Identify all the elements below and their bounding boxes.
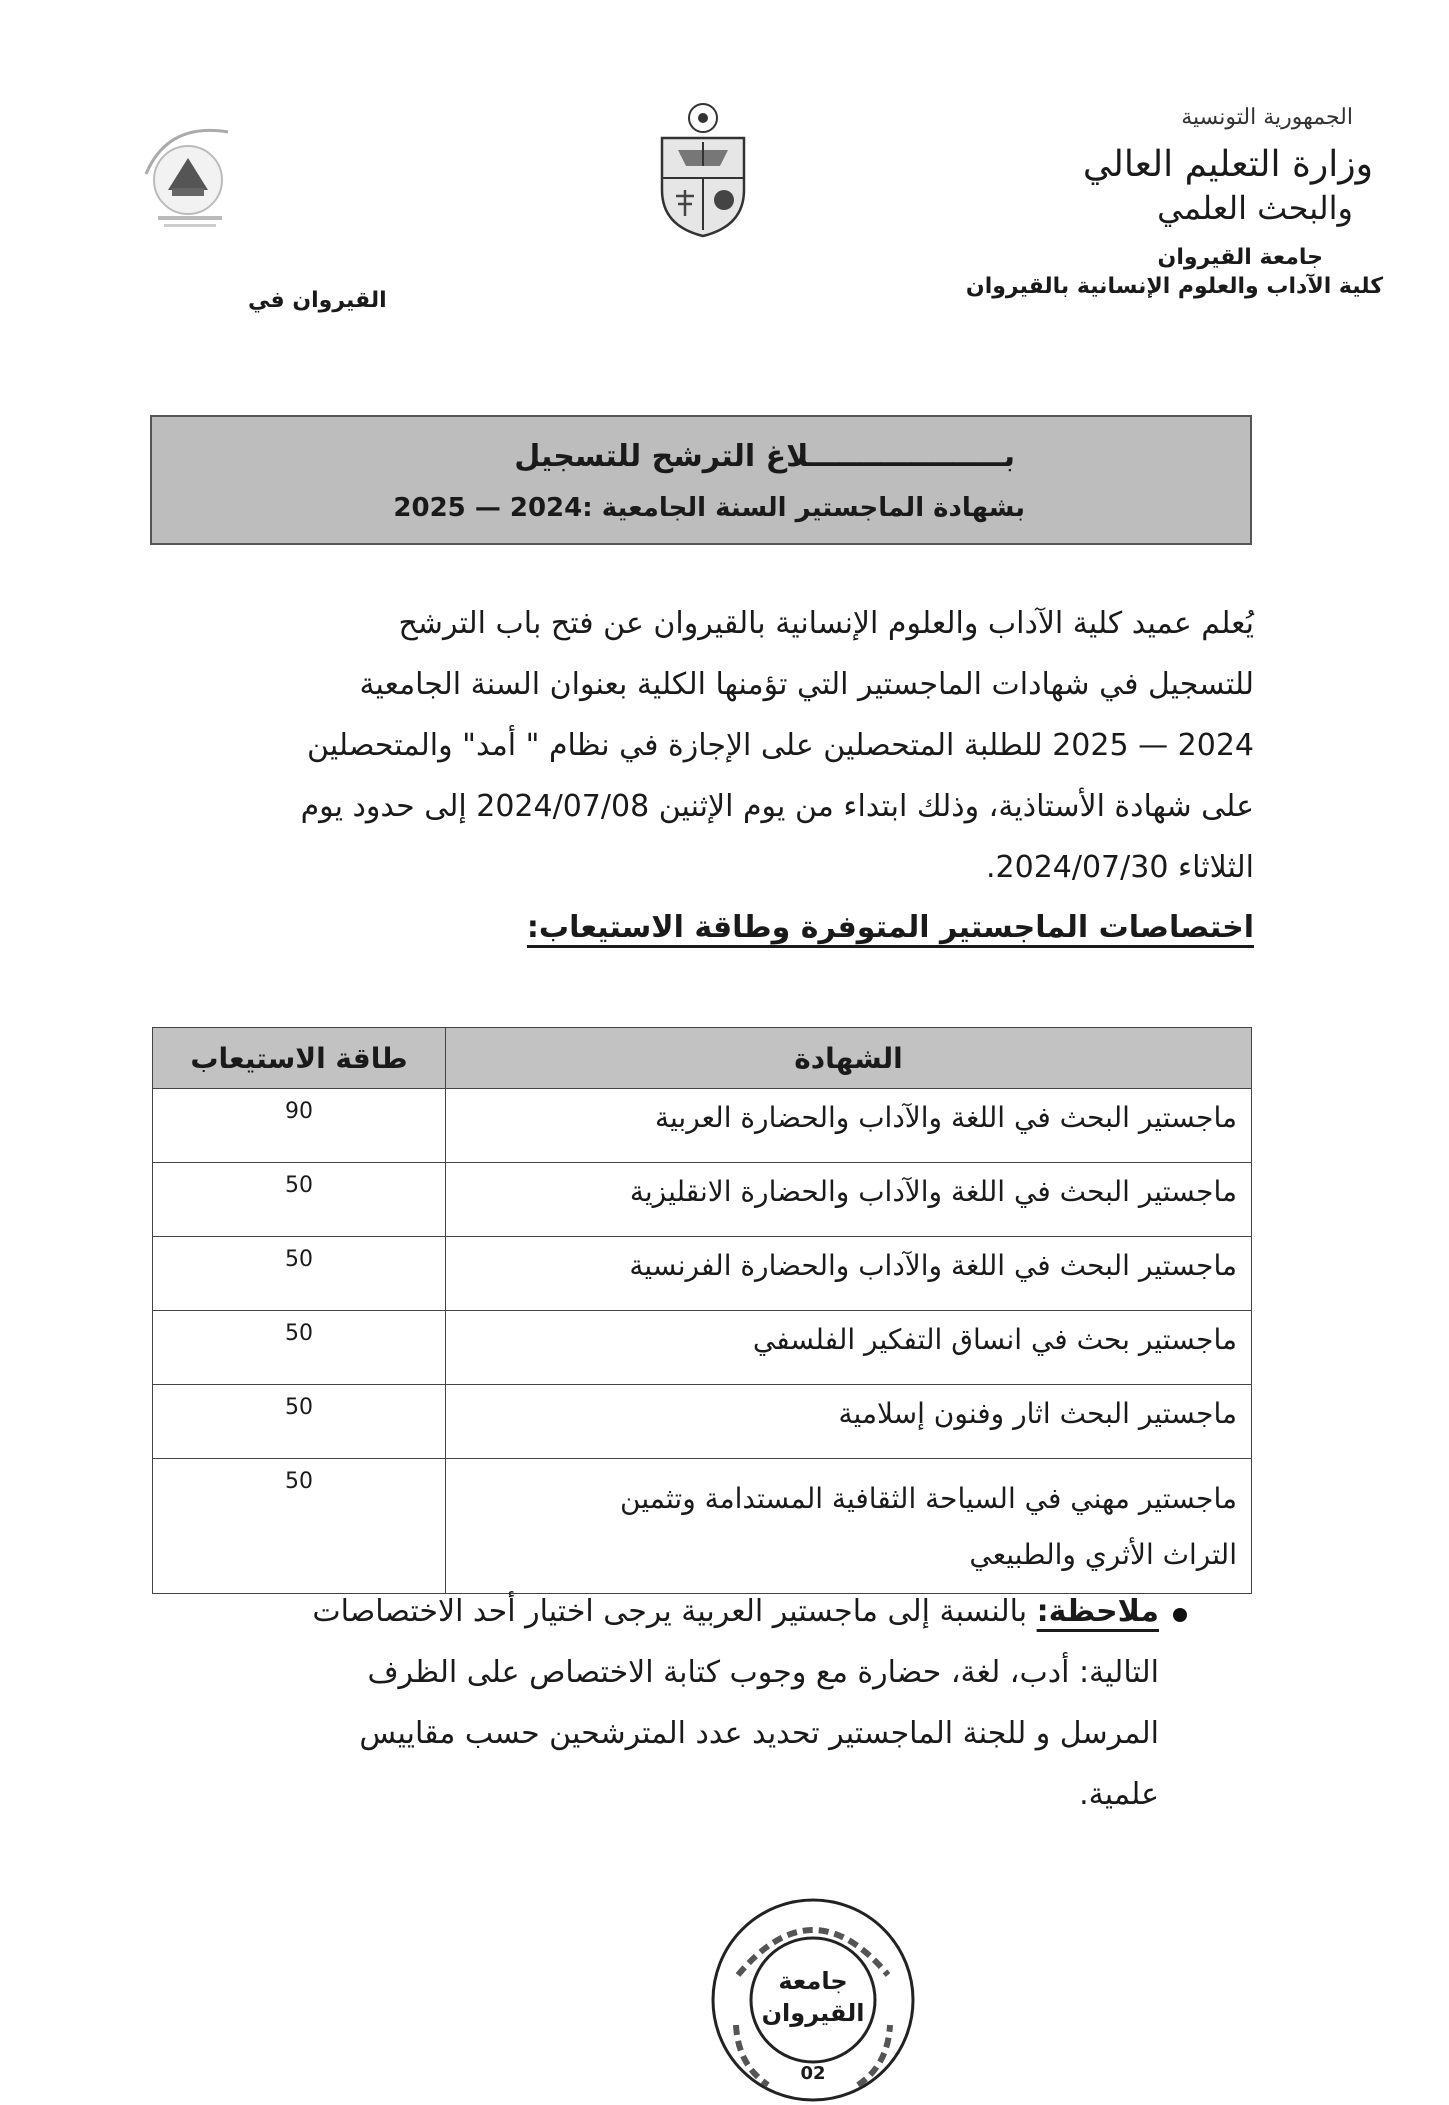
table-row [153, 1311, 1252, 1385]
table-row [153, 1237, 1252, 1311]
university-logo-icon [138, 118, 240, 234]
capacity-cell: 50 [153, 1237, 446, 1311]
table-row [153, 1163, 1252, 1237]
capacity-cell: 50 [153, 1311, 446, 1385]
note-line-1 [312, 1594, 1159, 1629]
table-header-row [153, 1028, 1252, 1089]
capacity-cell: 90 [153, 1089, 446, 1163]
republic-name: الجمهورية التونسية [1181, 105, 1353, 130]
capacity-cell: 50 [153, 1385, 446, 1459]
note-bullet-icon [1173, 1608, 1187, 1622]
specialties-subheading: اختصاصات الماجستير المتوفرة وطاقة الاستيعاب: [526, 910, 1254, 945]
university-stamp [708, 1895, 918, 2105]
degree-cell: ماجستير البحث في اللغة والآداب والحضارة الفرنسية [446, 1237, 1252, 1311]
ministry-line1: وزارة التعليم العالي [1082, 144, 1373, 185]
degree-cell: ماجستير بحث في انساق التفكير الفلسفي [446, 1311, 1252, 1385]
header-institution-block [923, 105, 1383, 299]
note-line-3: المرسل و للجنة الماجستير تحديد عدد المترشحين حسب مقاييس [359, 1716, 1159, 1751]
table-row [153, 1385, 1252, 1459]
masters-table [152, 1027, 1252, 1594]
capacity-cell: 50 [153, 1163, 446, 1237]
table-row [153, 1459, 1252, 1594]
header-degree: الشهادة [446, 1028, 1252, 1089]
tunisia-coat-of-arms-icon [650, 100, 756, 240]
note-line-4: علمية. [1079, 1777, 1159, 1812]
header-capacity: طاقة الاستيعاب [153, 1028, 446, 1089]
stamp-center-line2: القيروان [761, 1999, 865, 2027]
body-line-4: على شهادة الأستاذية، وذلك ابتداء من يوم الإثنين 2024/07/08 إلى حدود يوم [300, 789, 1254, 824]
note-label: ملاحظة: [1036, 1594, 1159, 1629]
degree-cell [446, 1459, 1252, 1594]
note-line-1-text: بالنسبة إلى ماجستير العربية يرجى اختيار أحد الاختصاصات [312, 1594, 1037, 1629]
stamp-number: 02 [800, 2063, 826, 2084]
degree-cell: ماجستير البحث اثار وفنون إسلامية [446, 1385, 1252, 1459]
title-line1: بـــــــــــــــــــلاغ الترشح للتسجيل [514, 439, 1015, 474]
degree-cell: ماجستير البحث في اللغة والآداب والحضارة العربية [446, 1089, 1252, 1163]
degree-cell-line2: التراث الأثري والطبيعي [969, 1538, 1237, 1571]
body-line-5: الثلاثاء 2024/07/30. [985, 850, 1254, 885]
degree-cell-line1: ماجستير مهني في السياحة الثقافية المستدامة وتثمين [620, 1482, 1237, 1515]
table-row [153, 1089, 1252, 1163]
title-line2: بشهادة الماجستير السنة الجامعية :2024 — 2025 [393, 493, 1025, 523]
university-name: جامعة القيروان [1157, 245, 1323, 270]
capacity-cell: 50 [153, 1459, 446, 1594]
stamp-center-line1: جامعة [778, 1967, 848, 1995]
place-date-line: القيروان في [248, 288, 387, 313]
faculty-name: كلية الآداب والعلوم الإنسانية بالقيروان [965, 274, 1383, 299]
degree-cell: ماجستير البحث في اللغة والآداب والحضارة الانقليزية [446, 1163, 1252, 1237]
ministry-line2: والبحث العلمي [1157, 189, 1353, 227]
body-line-1: يُعلم عميد كلية الآداب والعلوم الإنسانية بالقيروان عن فتح باب الترشح [398, 606, 1254, 641]
body-line-3: 2024 — 2025 للطلبة المتحصلين على الإجازة في نظام " أمد" والمتحصلين [307, 728, 1254, 763]
title-box [150, 415, 1252, 545]
body-line-2: للتسجيل في شهادات الماجستير التي تؤمنها الكلية بعنوان السنة الجامعية [359, 667, 1254, 702]
note-line-2: التالية: أدب، لغة، حضارة مع وجوب كتابة الاختصاص على الظرف [367, 1655, 1159, 1690]
